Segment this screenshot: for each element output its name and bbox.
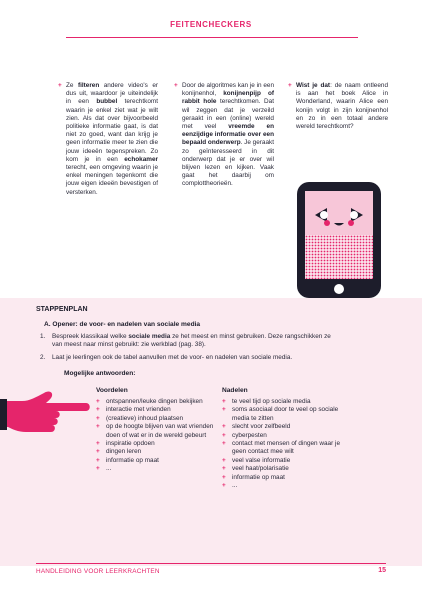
header-rule — [66, 37, 358, 38]
item-run-text: ze het meest en minst gebruiken. Deze rangschikken ze van meest naar minst gebruikt: zie werkblad (pag. 38). — [52, 333, 331, 349]
text-column-1 — [58, 82, 158, 197]
list-item-text: dingen leren — [106, 448, 142, 456]
plus-bullet: + — [58, 82, 62, 89]
section-title: STAPPENPLAN — [36, 306, 88, 313]
column-run-text: andere video's er dus uit, waardoor je uiteindelijk in een — [66, 82, 158, 106]
text-column-3 — [288, 82, 389, 131]
column-run-bold: echokamer — [124, 155, 158, 163]
numbered-item-2 — [40, 354, 352, 362]
header-title: FEITENCHECKERS — [170, 20, 252, 29]
plus-bullet: + — [222, 456, 226, 464]
list-item-text: veel haat/polarisatie — [232, 465, 289, 473]
item-run-text: Bespreek klassikaal welke — [52, 333, 129, 340]
plus-bullet: + — [96, 440, 100, 448]
plus-bullet: + — [222, 423, 226, 431]
column-run-bold: bubbel — [96, 98, 118, 106]
item-number: 2. — [40, 354, 46, 361]
page-number: 15 — [378, 567, 386, 574]
item-run-text: Laat je leerlingen ook de tabel aanvullen met de voor- en nadelen van sociale media. — [52, 354, 293, 361]
list-item — [96, 448, 214, 456]
plus-bullet: + — [222, 440, 226, 448]
list-item — [222, 457, 354, 465]
plus-bullet: + — [96, 406, 100, 414]
list-item — [222, 440, 354, 457]
plus-bullet: + — [222, 465, 226, 473]
list-item-text: ... — [232, 482, 238, 490]
column-run-bold: vreemde en eenzijdige informatie over een bepaald onderwerp — [182, 123, 274, 147]
item-number: 1. — [40, 333, 46, 340]
list-item-text: veel valse informatie — [232, 456, 291, 464]
list-item — [96, 465, 214, 473]
list-item-text: informatie op maat — [232, 473, 285, 481]
column-run-bold: Wist je dat — [296, 82, 331, 89]
list-item-text: cyberpesten — [232, 431, 267, 439]
phone-face-illustration — [296, 181, 382, 299]
pointing-hand-icon — [0, 387, 92, 439]
list-item-text: op de hoogte blijven van wat vrienden doen of wat er in de wereld gebeurt — [106, 423, 214, 439]
voordelen-list — [96, 398, 214, 474]
footer-label-b: VOOR LEERKRACHTEN — [81, 568, 160, 575]
list-item — [96, 423, 214, 440]
list-item-text: ... — [106, 465, 112, 473]
list-item — [222, 423, 354, 431]
plus-bullet: + — [222, 406, 226, 414]
list-item-text: contact met mensen of dingen waar je geen contact mee wilt — [232, 440, 340, 456]
list-item — [222, 482, 354, 490]
column-run-text: . Je geraakt zo geïnteresseerd in dit onderwerp dat je er over wil blijven lezen en kijken. Vaak gaat het daarbij om complottheorieën. — [182, 139, 274, 188]
plus-bullet: + — [222, 473, 226, 481]
column-run-text: terecht, een omgeving waarin je enkel meningen tegenkomt die jouw eigen ideeën bevestigen of versterken. — [66, 164, 158, 196]
plus-bullet: + — [96, 456, 100, 464]
list-item — [96, 406, 214, 414]
footer-rule — [36, 563, 386, 564]
column-run-text: terechtkomt waarin je enkel ziet wat je wilt zien. Als dat over bijvoorbeeld politieke informatie gaat, is dat niet zo goed, want dan krijg je geen informatie meer te zien die jouw ideeën tegenspreken. Zo kom je in een — [66, 98, 158, 163]
item-run-bold: sociale media — [128, 333, 171, 340]
list-item-text: inspiratie opdoen — [106, 440, 155, 448]
list-item-text: informatie op maat — [106, 456, 159, 464]
column-run-text: : de naam ontleend is aan het boek Alice in Wonderland, waarin Alice een konijn volgt in zijn konijnenhol en zo in een totaal andere wereld terechtkomt? — [296, 82, 389, 131]
list-item — [96, 415, 214, 423]
sub-title: A. Opener: de voor- en nadelen van sociale media — [44, 321, 201, 328]
list-item — [222, 432, 354, 440]
plus-bullet: + — [96, 414, 100, 422]
numbered-item-1 — [40, 333, 342, 350]
plus-bullet: + — [174, 82, 178, 89]
plus-bullet: + — [222, 482, 226, 490]
plus-bullet: + — [96, 423, 100, 431]
list-item — [222, 406, 354, 423]
voordelen-title: Voordelen — [96, 387, 128, 394]
answers-label: Mogelijke antwoorden: — [64, 370, 136, 377]
plus-bullet: + — [96, 398, 100, 405]
list-item-text: soms asociaal door te veel op sociale media te zitten — [232, 406, 339, 422]
column-run-text: Ze — [66, 82, 78, 89]
list-item-text: te veel tijd op sociale media — [232, 398, 311, 405]
list-item — [96, 457, 214, 465]
list-item-text: (creatieve) inhoud plaatsen — [106, 414, 184, 422]
plus-bullet: + — [288, 82, 292, 89]
footer-label — [36, 568, 160, 575]
list-item — [222, 474, 354, 482]
list-item-text: slecht voor zelfbeeld — [232, 423, 291, 431]
nadelen-title: Nadelen — [222, 387, 248, 394]
column-run-bold: konijnenpijp of rabbit hole — [182, 90, 274, 106]
column-run-bold: filteren — [77, 82, 100, 89]
footer-label-a: HANDLEIDING — [36, 568, 82, 575]
plus-bullet: + — [96, 465, 100, 473]
plus-bullet: + — [222, 431, 226, 439]
list-item — [222, 398, 354, 406]
column-run-text: Door de algoritmes kan je in een konijnenhol, — [182, 82, 275, 98]
column-run-text: terechtkomen. Dat wil zeggen dat je verzeild geraakt in een (online) wereld met veel — [182, 98, 274, 131]
nadelen-list — [222, 398, 354, 490]
list-item — [96, 398, 214, 406]
list-item — [222, 465, 354, 473]
list-item-text: interactie met vrienden — [106, 406, 171, 414]
plus-bullet: + — [222, 398, 226, 405]
list-item-text: ontspannen/leuke dingen bekijken — [106, 398, 203, 405]
plus-bullet: + — [96, 448, 100, 456]
list-item — [96, 440, 214, 448]
text-column-2 — [174, 82, 275, 189]
